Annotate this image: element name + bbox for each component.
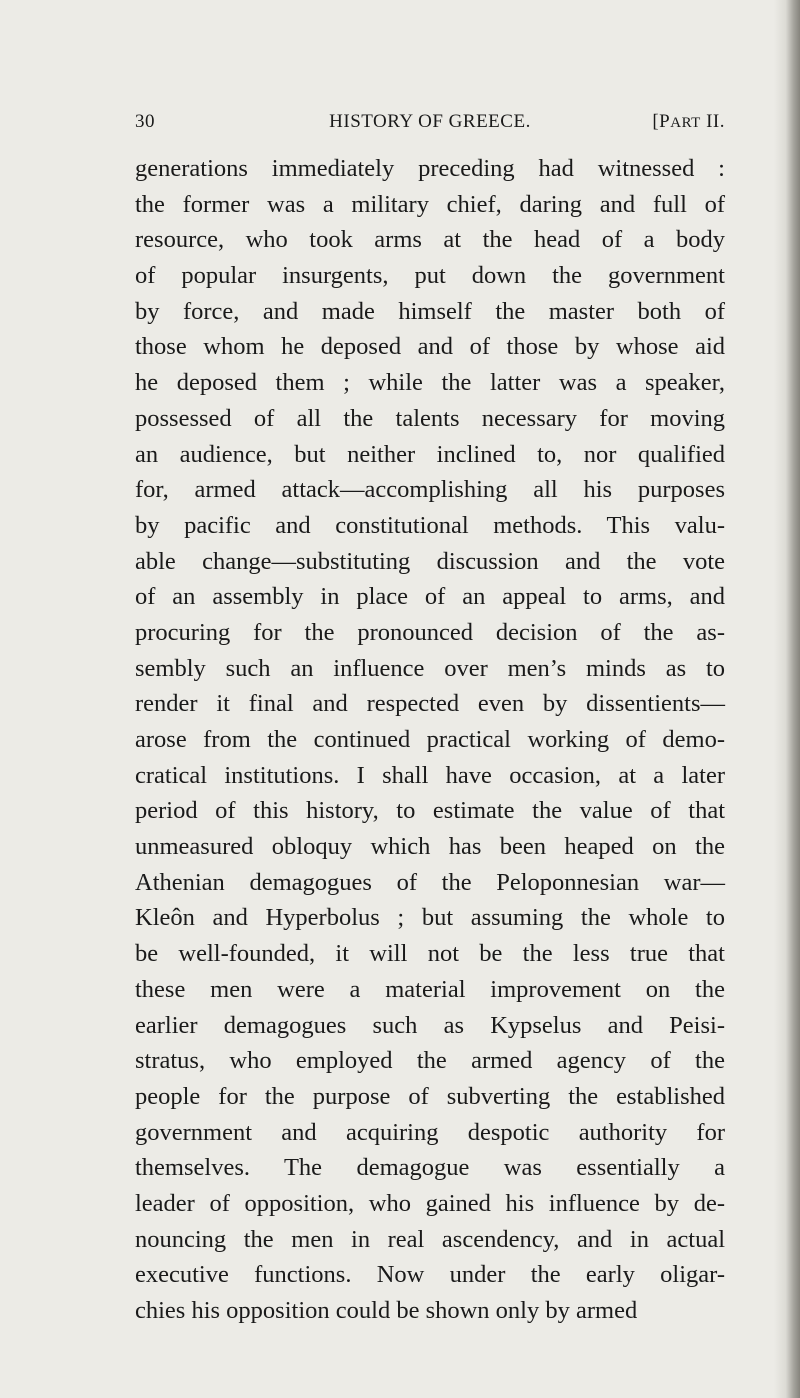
text-line: stratus, who employed the armed agency of the xyxy=(135,1047,725,1075)
text-line: able change—substituting discussion and the vote xyxy=(135,547,725,575)
part-bracket: [ xyxy=(652,111,660,132)
text-line: executive functions. Now under the early oligar- xyxy=(135,1261,725,1289)
text-line: arose from the continued practical working of demo- xyxy=(135,726,725,753)
part-label-rest: ART xyxy=(670,115,701,131)
text-line: an audience, but neither inclined to, nor qualified xyxy=(135,440,725,468)
text-line: unmeasured obloquy which has been heaped on the xyxy=(135,833,725,861)
text-line: he deposed them ; while the latter was a speaker, xyxy=(135,369,725,397)
text-line: Athenian demagogues of the Peloponnesian war— xyxy=(135,868,725,896)
text-line: of an assembly in place of an appeal to arms, and xyxy=(135,583,725,611)
text-line: chies his opposition could be shown only by armed xyxy=(135,1297,638,1324)
text-line: those whom he deposed and of those by whose aid xyxy=(135,333,725,361)
page-number: 30 xyxy=(135,111,155,132)
text-line: Kleôn and Hyperbolus ; but assuming the whole to xyxy=(135,904,725,932)
running-head xyxy=(135,111,725,135)
text-line: period of this history, to estimate the value of that xyxy=(135,797,725,825)
text-line: nouncing the men in real ascendency, and in actual xyxy=(135,1225,725,1253)
text-line: sembly such an influence over men’s minds as to xyxy=(135,654,725,682)
part-label xyxy=(652,111,725,133)
text-line: for, armed attack—accomplishing all his purposes xyxy=(135,476,725,504)
text-line: be well-founded, it will not be the less true that xyxy=(135,940,725,968)
text-line: of popular insurgents, put down the government xyxy=(135,262,725,290)
part-label-initial: P xyxy=(659,111,671,132)
running-title: HISTORY OF GREECE. xyxy=(329,111,531,132)
text-line: these men were a material improvement on the xyxy=(135,975,725,1003)
text-line: themselves. The demagogue was essentially a xyxy=(135,1154,725,1182)
text-line: government and acquiring despotic authority for xyxy=(135,1118,725,1146)
text-line: earlier demagogues such as Kypselus and Peisi- xyxy=(135,1011,725,1039)
text-line: the former was a military chief, daring and full of xyxy=(135,190,725,218)
text-line: people for the purpose of subverting the established xyxy=(135,1082,725,1110)
text-line: by force, and made himself the master both of xyxy=(135,297,725,325)
text-line: generations immediately preceding had witnessed : xyxy=(135,155,725,182)
text-line: procuring for the pronounced decision of the as- xyxy=(135,618,725,646)
text-line: possessed of all the talents necessary for moving xyxy=(135,404,725,432)
body-text xyxy=(135,151,725,1329)
text-line: resource, who took arms at the head of a body xyxy=(135,226,725,254)
text-line: render it final and respected even by dissentients— xyxy=(135,690,725,718)
text-line: leader of opposition, who gained his influence by de- xyxy=(135,1189,725,1217)
page-edge-shadow xyxy=(774,0,800,1398)
text-line: cratical institutions. I shall have occasion, at a later xyxy=(135,761,725,789)
text-line: by pacific and constitutional methods. This valu- xyxy=(135,511,725,539)
part-number: II. xyxy=(700,111,725,132)
